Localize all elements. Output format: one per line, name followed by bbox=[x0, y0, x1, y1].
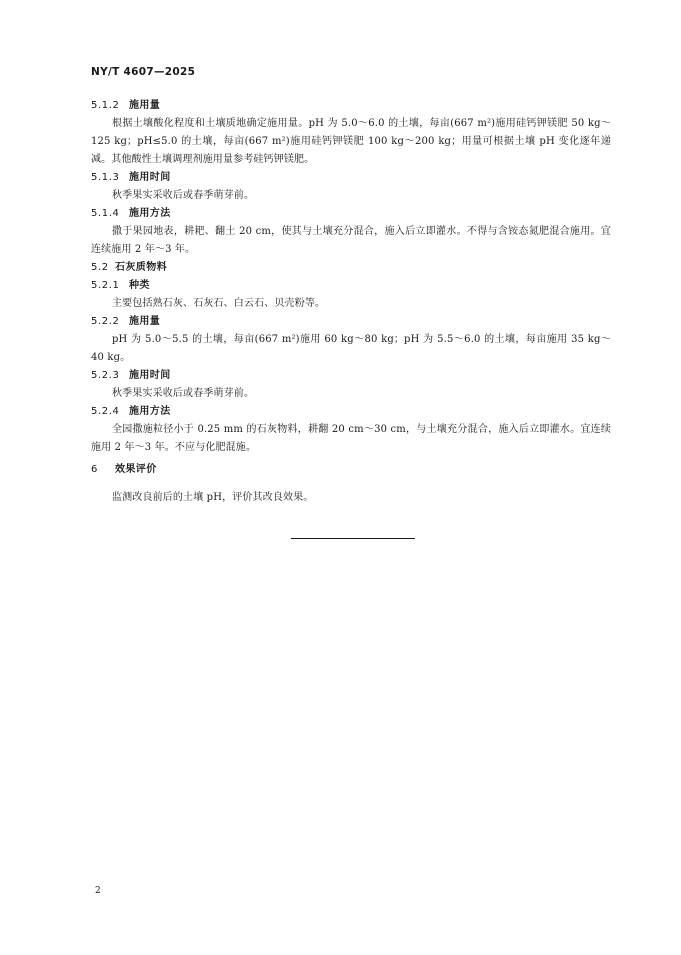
section-title: 施用时间 bbox=[129, 370, 171, 381]
section-title: 效果评价 bbox=[115, 464, 157, 475]
section-title: 施用量 bbox=[129, 100, 161, 111]
section-title: 施用方法 bbox=[129, 208, 171, 219]
section-heading-5-1-3 bbox=[91, 169, 611, 187]
section-paragraph-5-2-4: 全园撒施粒径小于 0.25 mm 的石灰物料，耕翻 20 cm～30 cm，与土壤充分混合，施入后立即灌水。宜连续施用 2 年～3 年。不应与化肥混施。 bbox=[91, 424, 611, 453]
document-body bbox=[91, 97, 611, 507]
section-heading-5-2-1 bbox=[91, 277, 611, 295]
section-paragraph-5-2-3: 秋季果实采收后或春季萌芽前。 bbox=[112, 388, 255, 399]
section-paragraph-5-1-3: 秋季果实采收后或春季萌芽前。 bbox=[112, 190, 255, 201]
section-number: 5.2 bbox=[91, 262, 109, 273]
section-number: 6 bbox=[91, 464, 98, 475]
section-title: 施用方法 bbox=[129, 406, 171, 417]
section-heading-5-2-4 bbox=[91, 403, 611, 421]
section-paragraph-5-1-2: 根据土壤酸化程度和土壤质地确定施用量。pH 为 5.0～6.0 的土壤，每亩(667 m²)施用硅钙钾镁肥 50 kg～125 kg；pH≤5.0 的土壤，每亩(667 m²)施用硅钙钾镁肥 100 kg～200 kg；用量可根据土壤 pH 变化逐年递减。其他酸性土壤调理剂施用量参考硅钙钾镁肥。 bbox=[91, 118, 611, 165]
section-paragraph-5-1-4: 撒于果园地表，耕耙、翻土 20 cm，使其与土壤充分混合，施入后立即灌水。不得与含铵态氮肥混合施用。宜连续施用 2 年～3 年。 bbox=[91, 226, 611, 255]
section-number: 5.2.4 bbox=[91, 406, 120, 417]
section-title: 施用量 bbox=[129, 316, 161, 327]
section-title: 种类 bbox=[129, 280, 150, 291]
section-heading-5-1-2 bbox=[91, 97, 611, 115]
standard-code: NY/T 4607—2025 bbox=[91, 66, 196, 78]
section-number: 5.1.4 bbox=[91, 208, 120, 219]
page-number: 2 bbox=[95, 886, 101, 896]
section-heading-5-2-2 bbox=[91, 313, 611, 331]
end-of-document-rule bbox=[291, 538, 415, 539]
section-title: 石灰质物料 bbox=[115, 262, 167, 273]
section-number: 5.1.3 bbox=[91, 172, 120, 183]
section-number: 5.2.2 bbox=[91, 316, 120, 327]
section-paragraph-6: 监测改良前后的土壤 pH，评价其改良效果。 bbox=[112, 492, 314, 503]
section-number: 5.2.1 bbox=[91, 280, 120, 291]
section-paragraph-5-2-1: 主要包括熟石灰、石灰石、白云石、贝壳粉等。 bbox=[112, 298, 326, 309]
section-number: 5.1.2 bbox=[91, 100, 120, 111]
section-heading-6 bbox=[91, 461, 611, 479]
section-title: 施用时间 bbox=[129, 172, 171, 183]
section-heading-5-2-3 bbox=[91, 367, 611, 385]
section-number: 5.2.3 bbox=[91, 370, 120, 381]
section-heading-5-1-4 bbox=[91, 205, 611, 223]
section-heading-5-2 bbox=[91, 259, 611, 277]
section-paragraph-5-2-2: pH 为 5.0～5.5 的土壤，每亩(667 m²)施用 60 kg～80 kg；pH 为 5.5～6.0 的土壤，每亩施用 35 kg～40 kg。 bbox=[91, 334, 611, 363]
